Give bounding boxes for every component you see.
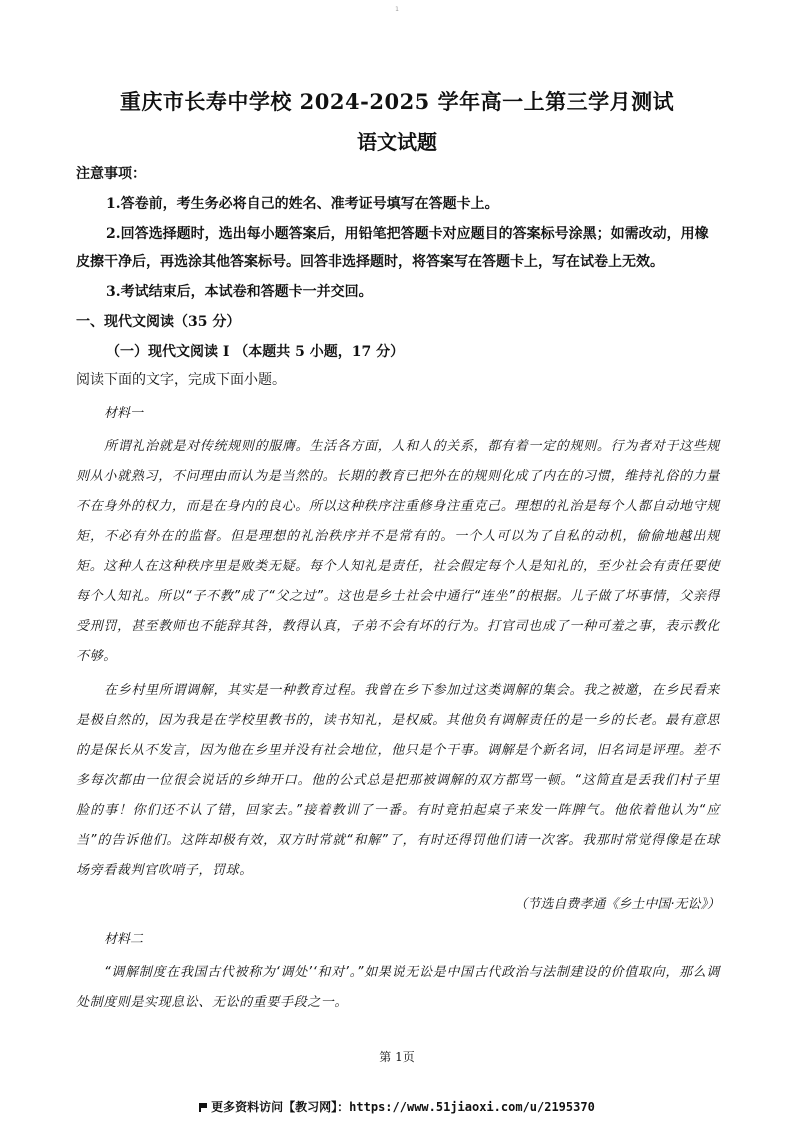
material-2-label: 材料二 <box>104 932 144 947</box>
subsection-heading: （一）现代文阅读 I （本题共 5 小题，17 分） <box>106 344 405 360</box>
material-1-source: （节选自费孝通《乡土中国·无讼》） <box>514 897 720 912</box>
reading-instruction: 阅读下面的文字，完成下面小题。 <box>76 372 286 388</box>
footer-link-text[interactable]: 更多资料访问【教习网】：https://www.51jiaoxi.com/u/2195370 <box>211 1100 595 1114</box>
material-1-paragraph-2: 在乡村里所谓调解，其实是一种教育过程。我曾在乡下参加过这类调解的集会。我之被邀，在乡民看来是极自然的，因为我是在学校里教书的，读书知礼，是权威。其他负有调解责任的是一乡的长老。最有意思的是保长从不发言，因为他在乡里并没有社会地位，他只是个干事。调解是个新名词，旧名词是评理。差不多每次都由一位很会说话的乡绅开口。他的公式总是把那被调解的双方都骂一顿。“这简直是丢我们村子里脸的事！你们还不认了错，回家去。”接着教训了一番。有时竟拍起桌子来发一阵脾气。他依着他认为“应当”的告诉他们。这阵却极有效，双方时常就“和解”了，有时还得罚他们请一次客。我那时常觉得像是在球场旁看裁判官吹哨子，罚球。 <box>76 683 720 878</box>
document-body <box>76 160 720 1022</box>
notice-item-2: 2.回答选择题时，选出每小题答案后，用铅笔把答题卡对应题目的答案标号涂黑；如需改动，用橡皮擦干净后，再选涂其他答案标号。回答非选择题时，将答案写在答题卡上，写在试卷上无效。 <box>76 226 709 270</box>
material-1-label: 材料一 <box>104 406 144 421</box>
notice-heading: 注意事项： <box>76 166 146 182</box>
exam-title: 重庆市长寿中学校 2024-2025 学年高一上第三学月测试 <box>119 89 675 114</box>
material-1-paragraph-1: 所谓礼治就是对传统规则的服膺。生活各方面，人和人的关系，都有着一定的规则。行为者对于这些规则从小就熟习，不问理由而认为是当然的。长期的教育已把外在的规则化成了内在的习惯，维持礼俗的力量不在身外的权力，而是在身内的良心。所以这种秩序注重修身注重克己。理想的礼治是每个人都自动地守规矩，不必有外在的监督。但是理想的礼治秩序并不是常有的。一个人可以为了自私的动机，偷偷地越出规矩。这种人在这种秩序里是败类无疑。每个人知礼是责任，社会假定每个人是知礼的，至少社会有责任要使每个人知礼。所以“子不教”成了“父之过”。这也是乡土社会中通行“连坐”的根据。儿子做了坏事情，父亲得受刑罚，甚至教师也不能辞其咎，教得认真，子弟不会有坏的行为。打官司也成了一种可羞之事，表示教化不够。 <box>76 439 720 664</box>
exam-subtitle: 语文试题 <box>357 130 437 154</box>
page-top-mark: 1 <box>395 6 399 13</box>
footer-banner[interactable] <box>0 1098 794 1115</box>
section-heading: 一、现代文阅读（35 分） <box>76 314 241 330</box>
notice-item-1: 1.答卷前，考生务必将自己的姓名、准考证号填写在答题卡上。 <box>106 196 499 212</box>
material-2-paragraph-1: “调解制度在我国古代被称为‘调处’‘和对’。”如果说无讼是中国古代政治与法制建设的价值取向，那么调处制度则是实现息讼、无讼的重要手段之一。 <box>76 965 720 1010</box>
flag-icon <box>199 1103 207 1112</box>
page-number: 第 1页 <box>379 1050 415 1064</box>
notice-item-3: 3.考试结束后，本试卷和答题卡一并交回。 <box>106 284 373 300</box>
